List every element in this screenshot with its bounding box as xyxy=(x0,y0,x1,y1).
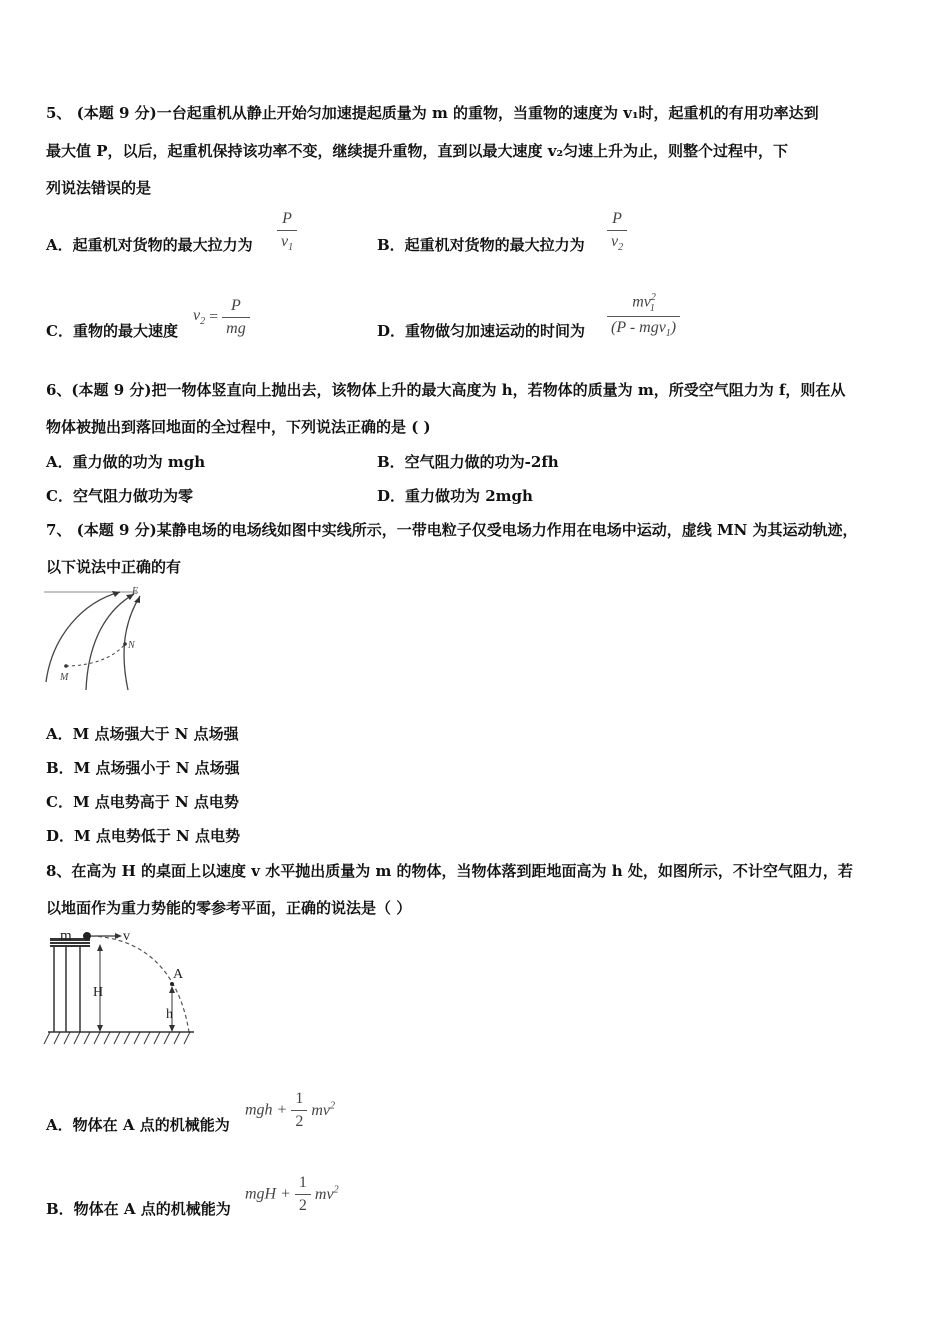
q8-stem-line2: 以地面作为重力势能的零参考平面，正确的说法是（ ） xyxy=(46,899,412,917)
q6-option-b[interactable]: B．空气阻力做的功为-2fh xyxy=(377,453,559,471)
q5-option-c[interactable] xyxy=(46,320,178,341)
label-h: h xyxy=(166,1007,173,1022)
q5-option-d-label: D．重物做匀加速运动的时间为 xyxy=(377,322,586,340)
q5-stem-line1: 5、 (本题 9 分)一台起重机从静止开始匀加速提起质量为 m 的重物，当重物的速度为 v₁时，起重机的有用功率达到 xyxy=(46,104,819,122)
electric-field-figure xyxy=(42,582,152,694)
q6-option-d[interactable]: D．重力做功为 2mgh xyxy=(377,487,533,505)
arrow-head-3 xyxy=(134,596,140,603)
q8-option-a-formula: mgh + $\frac{1}{2}$ $mv^2$ xyxy=(245,1090,336,1130)
q5-option-a[interactable] xyxy=(46,234,253,255)
label-e: E xyxy=(132,586,139,597)
q7-option-d[interactable]: D．M 点电势低于 N 点电势 xyxy=(46,827,240,845)
trajectory-mn xyxy=(66,644,125,666)
field-line-1 xyxy=(46,592,120,682)
label-n: N xyxy=(128,640,135,651)
field-line-2 xyxy=(86,594,134,690)
label-m: M xyxy=(60,672,69,683)
q8-option-a-label: A．物体在 A 点的机械能为 xyxy=(46,1116,230,1134)
q5-option-a-label: A．起重机对货物的最大拉力为 xyxy=(46,236,253,254)
point-n xyxy=(123,642,127,646)
q7-option-c[interactable]: C．M 点电势高于 N 点电势 xyxy=(46,793,239,811)
q5-option-d-formula: $\frac{mv^2_1}{(P - mgv_1)}$ xyxy=(607,292,680,339)
q6-option-c[interactable]: C．空气阻力做功为零 xyxy=(46,487,193,505)
ground-hatching xyxy=(44,1032,190,1044)
q5-stem-line3: 列说法错误的是 xyxy=(46,179,152,197)
q8-option-b-label: B．物体在 A 点的机械能为 xyxy=(46,1200,231,1218)
label-H: H xyxy=(93,985,104,1000)
q5-option-a-formula: $\frac{P}{v_1}$ xyxy=(277,210,297,253)
q7-stem-line2: 以下说法中正确的有 xyxy=(46,558,182,576)
label-m: m xyxy=(60,928,72,944)
q8-option-a[interactable] xyxy=(46,1114,230,1135)
projectile-figure xyxy=(44,926,204,1052)
q8-option-b[interactable] xyxy=(46,1198,231,1219)
q7-option-a[interactable]: A．M 点场强大于 N 点场强 xyxy=(46,725,239,743)
q5-option-b-label: B．起重机对货物的最大拉力为 xyxy=(377,236,585,254)
q5-option-c-formula: $v_2$ = $\frac{P}{mg}$ xyxy=(193,297,250,338)
ball xyxy=(83,932,91,940)
q6-option-a[interactable]: A．重力做的功为 mgh xyxy=(46,453,206,471)
q7-option-b[interactable]: B．M 点场强小于 N 点场强 xyxy=(46,759,240,777)
q5-option-b[interactable] xyxy=(377,234,585,255)
point-a xyxy=(170,982,174,986)
label-v: v xyxy=(123,929,130,944)
trajectory xyxy=(91,936,189,1032)
q8-option-b-formula: mgH + $\frac{1}{2}$ $mv^2$ xyxy=(245,1174,339,1214)
q6-stem-line1: 6、(本题 9 分)把一物体竖直向上抛出去，该物体上升的最大高度为 h，若物体的质量为 m，所受空气阻力为 f，则在从 xyxy=(46,381,846,399)
q7-stem-line1: 7、 (本题 9 分)某静电场的电场线如图中实线所示，一带电粒子仅受电场力作用在电场中运动，虚线 MN 为其运动轨迹， xyxy=(46,521,858,539)
label-A: A xyxy=(173,967,184,982)
q5-option-d[interactable] xyxy=(377,320,585,341)
q8-stem-line1: 8、在高为 H 的桌面上以速度 v 水平抛出质量为 m 的物体，当物体落到距地面高为 h 处，如图所示，不计空气阻力，若 xyxy=(46,862,853,880)
point-m xyxy=(64,664,68,668)
q5-stem-line2: 最大值 P，以后，起重机保持该功率不变，继续提升重物，直到以最大速度 v₂匀速上升为止，则整个过程中，下 xyxy=(46,142,789,160)
q5-option-b-formula: $\frac{P}{v_2}$ xyxy=(607,210,627,253)
q5-option-c-label: C．重物的最大速度 xyxy=(46,322,178,340)
q6-stem-line2: 物体被抛出到落回地面的全过程中，下列说法正确的是 ( ) xyxy=(46,418,431,436)
